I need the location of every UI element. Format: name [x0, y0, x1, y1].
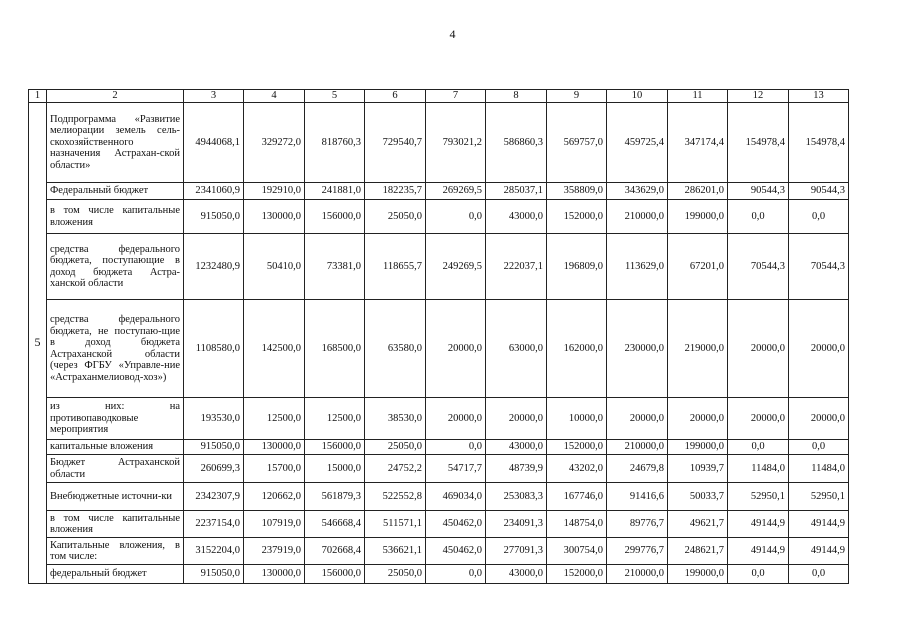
- header-cell: 1: [29, 90, 47, 103]
- value-cell: 0,0: [426, 200, 486, 234]
- header-cell: 3: [184, 90, 244, 103]
- value-cell: 0,0: [789, 200, 849, 234]
- page-number: 4: [449, 27, 456, 41]
- value-cell: 196809,0: [547, 234, 607, 300]
- value-cell: 20000,0: [789, 300, 849, 398]
- value-cell: 50410,0: [244, 234, 305, 300]
- value-cell: 20000,0: [426, 398, 486, 440]
- row-label: средства федерального бюджета, не поступаю-щие в доход бюджета Астраханской области (через ФГБУ «Управле-ние «Астраханмелиовод-хоз»): [47, 300, 184, 398]
- value-cell: 130000,0: [244, 440, 305, 455]
- table-row: [29, 183, 849, 200]
- value-cell: 329272,0: [244, 103, 305, 183]
- value-cell: 343629,0: [607, 183, 668, 200]
- table-row: [29, 103, 849, 183]
- value-cell: 915050,0: [184, 200, 244, 234]
- value-cell: 0,0: [426, 440, 486, 455]
- value-cell: 286201,0: [668, 183, 728, 200]
- value-cell: 43000,0: [486, 200, 547, 234]
- header-cell: 9: [547, 90, 607, 103]
- value-cell: 0,0: [728, 565, 789, 584]
- value-cell: 49144,9: [789, 511, 849, 538]
- row-label: капитальные вложения: [47, 440, 184, 455]
- value-cell: 15000,0: [305, 455, 365, 483]
- row-label: Внебюджетные источни-ки: [47, 483, 184, 511]
- value-cell: 1108580,0: [184, 300, 244, 398]
- value-cell: 12500,0: [305, 398, 365, 440]
- header-cell: 8: [486, 90, 547, 103]
- value-cell: 48739,9: [486, 455, 547, 483]
- value-cell: 120662,0: [244, 483, 305, 511]
- value-cell: 90544,3: [789, 183, 849, 200]
- value-cell: 52950,1: [789, 483, 849, 511]
- value-cell: 156000,0: [305, 565, 365, 584]
- value-cell: 253083,3: [486, 483, 547, 511]
- value-cell: 152000,0: [547, 440, 607, 455]
- row-label: в том числе капитальные вложения: [47, 200, 184, 234]
- value-cell: 49144,9: [728, 538, 789, 565]
- value-cell: 130000,0: [244, 200, 305, 234]
- value-cell: 1232480,9: [184, 234, 244, 300]
- value-cell: 50033,7: [668, 483, 728, 511]
- value-cell: 546668,4: [305, 511, 365, 538]
- value-cell: 54717,7: [426, 455, 486, 483]
- row-group-number: 5: [29, 103, 47, 584]
- row-label: федеральный бюджет: [47, 565, 184, 584]
- value-cell: 152000,0: [547, 200, 607, 234]
- table-row: [29, 483, 849, 511]
- header-cell: 2: [47, 90, 184, 103]
- table-row: [29, 565, 849, 584]
- value-cell: 25050,0: [365, 440, 426, 455]
- value-cell: 219000,0: [668, 300, 728, 398]
- value-cell: 73381,0: [305, 234, 365, 300]
- value-cell: 234091,3: [486, 511, 547, 538]
- value-cell: 20000,0: [789, 398, 849, 440]
- header-cell: 12: [728, 90, 789, 103]
- value-cell: 347174,4: [668, 103, 728, 183]
- header-cell: 5: [305, 90, 365, 103]
- row-label: из них: на противопаводковые мероприятия: [47, 398, 184, 440]
- value-cell: 90544,3: [728, 183, 789, 200]
- value-cell: 168500,0: [305, 300, 365, 398]
- value-cell: 915050,0: [184, 440, 244, 455]
- value-cell: 192910,0: [244, 183, 305, 200]
- budget-table: [28, 89, 849, 584]
- value-cell: 277091,3: [486, 538, 547, 565]
- value-cell: 43000,0: [486, 440, 547, 455]
- value-cell: 70544,3: [728, 234, 789, 300]
- value-cell: 63580,0: [365, 300, 426, 398]
- value-cell: 241881,0: [305, 183, 365, 200]
- table-row: [29, 200, 849, 234]
- value-cell: 586860,3: [486, 103, 547, 183]
- value-cell: 154978,4: [728, 103, 789, 183]
- row-label: средства федерального бюджета, поступающие в доход бюджета Астра-ханской области: [47, 234, 184, 300]
- value-cell: 793021,2: [426, 103, 486, 183]
- value-cell: 199000,0: [668, 565, 728, 584]
- value-cell: 450462,0: [426, 511, 486, 538]
- value-cell: 91416,6: [607, 483, 668, 511]
- value-cell: 915050,0: [184, 565, 244, 584]
- value-cell: 210000,0: [607, 200, 668, 234]
- table-row: [29, 234, 849, 300]
- value-cell: 561879,3: [305, 483, 365, 511]
- value-cell: 459725,4: [607, 103, 668, 183]
- value-cell: 43202,0: [547, 455, 607, 483]
- value-cell: 522552,8: [365, 483, 426, 511]
- value-cell: 199000,0: [668, 200, 728, 234]
- value-cell: 10000,0: [547, 398, 607, 440]
- table-row: [29, 398, 849, 440]
- value-cell: 38530,0: [365, 398, 426, 440]
- value-cell: 3152204,0: [184, 538, 244, 565]
- header-row: [29, 90, 849, 103]
- value-cell: 156000,0: [305, 440, 365, 455]
- value-cell: 0,0: [426, 565, 486, 584]
- value-cell: 148754,0: [547, 511, 607, 538]
- value-cell: 12500,0: [244, 398, 305, 440]
- value-cell: 49621,7: [668, 511, 728, 538]
- value-cell: 450462,0: [426, 538, 486, 565]
- row-label: Капитальные вложения, в том числе:: [47, 538, 184, 565]
- value-cell: 0,0: [789, 565, 849, 584]
- value-cell: 818760,3: [305, 103, 365, 183]
- value-cell: 24679,8: [607, 455, 668, 483]
- table-row: [29, 511, 849, 538]
- value-cell: 20000,0: [607, 398, 668, 440]
- row-label: в том числе капитальные вложения: [47, 511, 184, 538]
- value-cell: 269269,5: [426, 183, 486, 200]
- value-cell: 199000,0: [668, 440, 728, 455]
- value-cell: 154978,4: [789, 103, 849, 183]
- value-cell: 0,0: [728, 200, 789, 234]
- value-cell: 20000,0: [728, 398, 789, 440]
- value-cell: 2342307,9: [184, 483, 244, 511]
- value-cell: 260699,3: [184, 455, 244, 483]
- value-cell: 107919,0: [244, 511, 305, 538]
- value-cell: 11484,0: [789, 455, 849, 483]
- value-cell: 67201,0: [668, 234, 728, 300]
- header-cell: 11: [668, 90, 728, 103]
- value-cell: 0,0: [789, 440, 849, 455]
- value-cell: 89776,7: [607, 511, 668, 538]
- value-cell: 11484,0: [728, 455, 789, 483]
- value-cell: 300754,0: [547, 538, 607, 565]
- value-cell: 536621,1: [365, 538, 426, 565]
- header-cell: 6: [365, 90, 426, 103]
- value-cell: 285037,1: [486, 183, 547, 200]
- value-cell: 118655,7: [365, 234, 426, 300]
- value-cell: 156000,0: [305, 200, 365, 234]
- value-cell: 152000,0: [547, 565, 607, 584]
- value-cell: 43000,0: [486, 565, 547, 584]
- value-cell: 24752,2: [365, 455, 426, 483]
- value-cell: 49144,9: [728, 511, 789, 538]
- value-cell: 2237154,0: [184, 511, 244, 538]
- value-cell: 249269,5: [426, 234, 486, 300]
- value-cell: 25050,0: [365, 565, 426, 584]
- value-cell: 63000,0: [486, 300, 547, 398]
- header-cell: 4: [244, 90, 305, 103]
- value-cell: 52950,1: [728, 483, 789, 511]
- value-cell: 4944068,1: [184, 103, 244, 183]
- table-row: [29, 440, 849, 455]
- value-cell: 702668,4: [305, 538, 365, 565]
- value-cell: 130000,0: [244, 565, 305, 584]
- value-cell: 20000,0: [668, 398, 728, 440]
- value-cell: 210000,0: [607, 440, 668, 455]
- value-cell: 222037,1: [486, 234, 547, 300]
- value-cell: 569757,0: [547, 103, 607, 183]
- value-cell: 237919,0: [244, 538, 305, 565]
- header-cell: 7: [426, 90, 486, 103]
- value-cell: 469034,0: [426, 483, 486, 511]
- value-cell: 2341060,9: [184, 183, 244, 200]
- row-label: Бюджет Астраханской области: [47, 455, 184, 483]
- value-cell: 113629,0: [607, 234, 668, 300]
- value-cell: 210000,0: [607, 565, 668, 584]
- value-cell: 162000,0: [547, 300, 607, 398]
- table-row: [29, 455, 849, 483]
- table-row: [29, 538, 849, 565]
- value-cell: 182235,7: [365, 183, 426, 200]
- value-cell: 20000,0: [486, 398, 547, 440]
- value-cell: 20000,0: [728, 300, 789, 398]
- value-cell: 248621,7: [668, 538, 728, 565]
- value-cell: 193530,0: [184, 398, 244, 440]
- value-cell: 25050,0: [365, 200, 426, 234]
- header-cell: 13: [789, 90, 849, 103]
- value-cell: 299776,7: [607, 538, 668, 565]
- header-cell: 10: [607, 90, 668, 103]
- row-label: Федеральный бюджет: [47, 183, 184, 200]
- value-cell: 230000,0: [607, 300, 668, 398]
- value-cell: 0,0: [728, 440, 789, 455]
- value-cell: 70544,3: [789, 234, 849, 300]
- value-cell: 729540,7: [365, 103, 426, 183]
- value-cell: 49144,9: [789, 538, 849, 565]
- value-cell: 20000,0: [426, 300, 486, 398]
- value-cell: 511571,1: [365, 511, 426, 538]
- value-cell: 10939,7: [668, 455, 728, 483]
- value-cell: 167746,0: [547, 483, 607, 511]
- value-cell: 358809,0: [547, 183, 607, 200]
- row-label: Подпрограмма «Развитие мелиорации земель сель-скохозяйственного назначения Астрахан-ской области»: [47, 103, 184, 183]
- table-row: [29, 300, 849, 398]
- value-cell: 142500,0: [244, 300, 305, 398]
- value-cell: 15700,0: [244, 455, 305, 483]
